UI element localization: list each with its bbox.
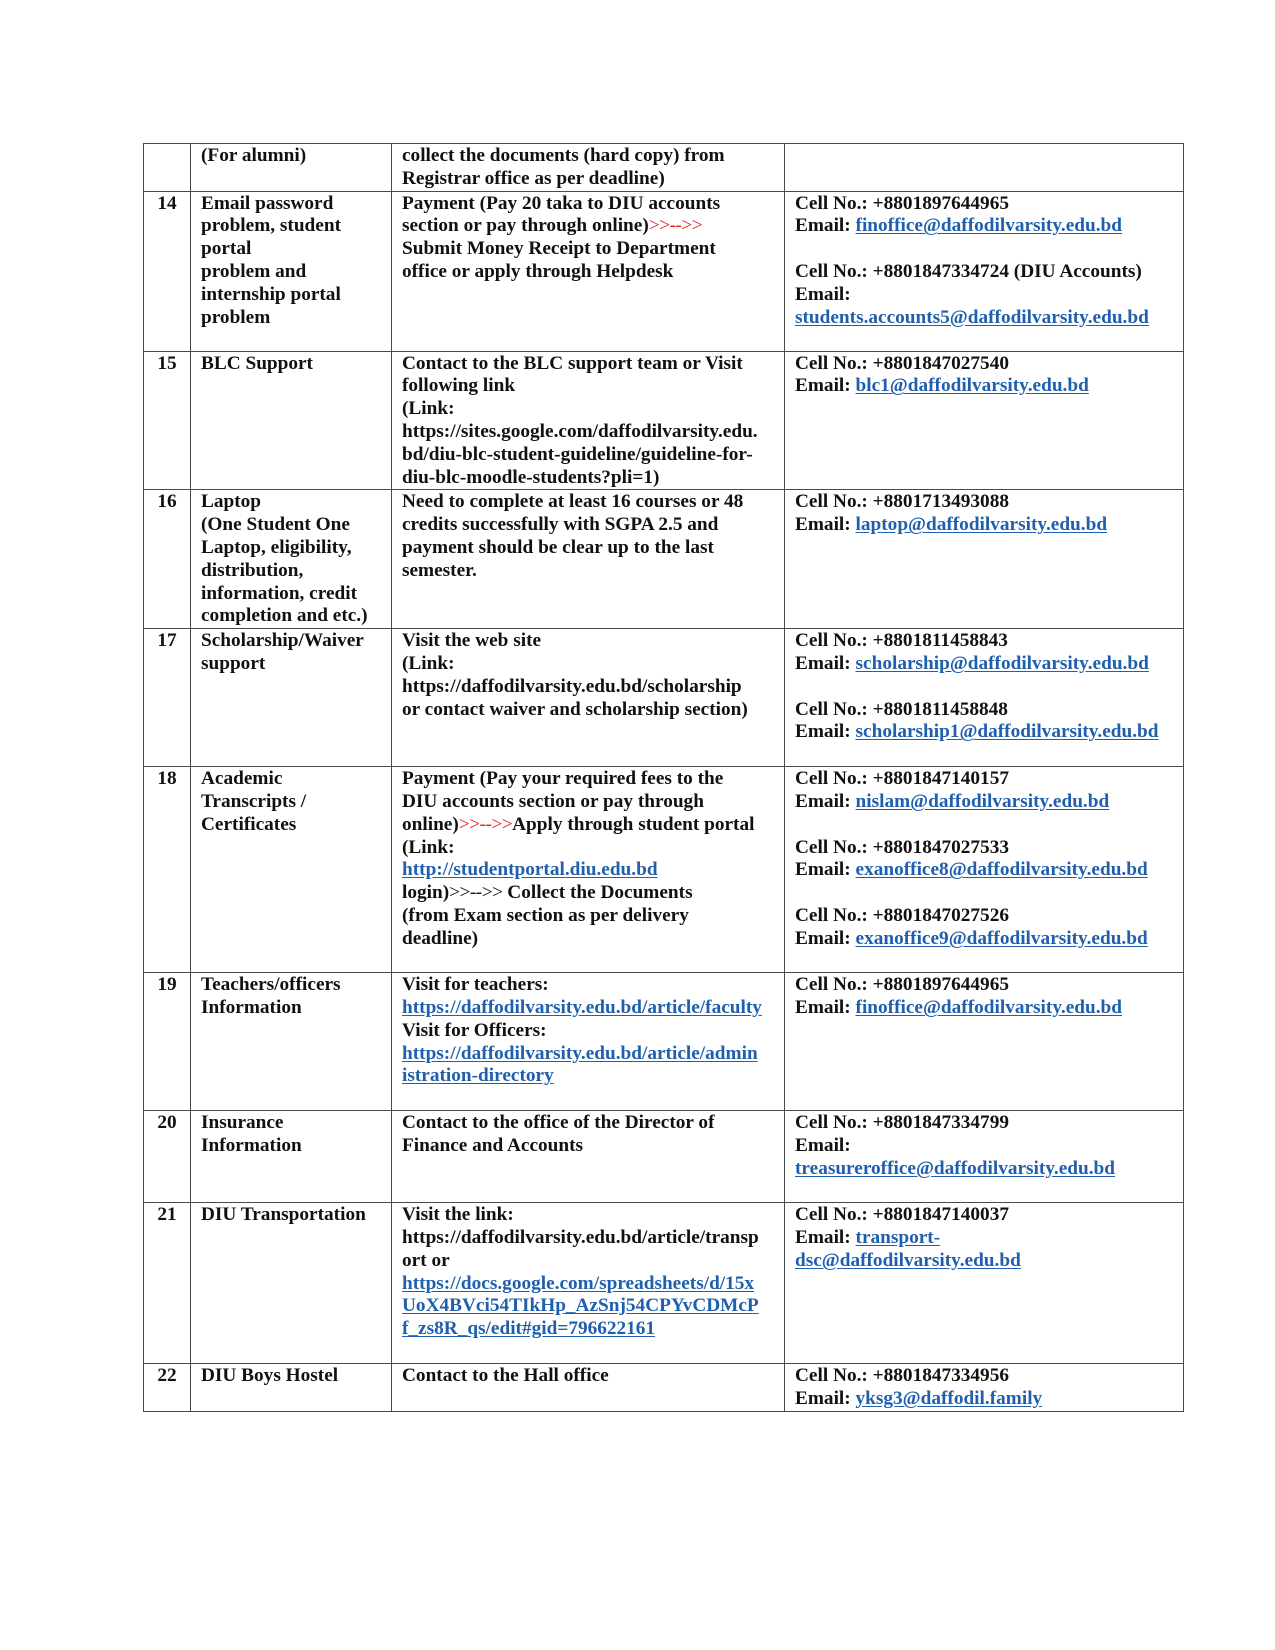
- process-cell: [392, 767, 785, 973]
- process-text: section or pay through online): [402, 215, 649, 237]
- process-cell: [392, 191, 785, 351]
- process-text: collect the documents (hard copy) from: [402, 145, 725, 166]
- table-row-continuation: [144, 144, 1184, 192]
- cell-number: [795, 261, 1173, 284]
- service-text: (For alumni): [201, 145, 307, 166]
- service-cell: [191, 191, 392, 351]
- contact-cell: [785, 191, 1184, 351]
- cell-label: Cell No.:: [795, 768, 868, 790]
- transport-spreadsheet-link[interactable]: https://docs.google.com/spreadsheets/d/15x: [402, 1272, 755, 1294]
- service-text: Laptop, eligibility,: [201, 536, 352, 558]
- email-link[interactable]: nislam@daffodilvarsity.edu.bd: [855, 790, 1110, 812]
- service-cell: [191, 1203, 392, 1364]
- table-row: [144, 1111, 1184, 1203]
- service-text: distribution,: [201, 559, 304, 581]
- service-text: Teachers/officers: [201, 974, 341, 996]
- process-line: [402, 215, 774, 238]
- service-cell: [191, 1364, 392, 1412]
- process-text: Contact to the Hall office: [402, 1365, 609, 1387]
- process-cell: [392, 1364, 785, 1412]
- cell-label: Cell No.:: [795, 352, 868, 374]
- phone-number: +8801847334956: [872, 1365, 1009, 1387]
- cell-label: Cell No.:: [795, 836, 868, 858]
- email-line: [795, 375, 1173, 398]
- process-url-text: https://daffodilvarsity.edu.bd/scholarship: [402, 675, 742, 697]
- cell-number: [795, 699, 1173, 722]
- administration-directory-link[interactable]: https://daffodilvarsity.edu.bd/article/admin: [402, 1042, 758, 1064]
- email-link[interactable]: students.accounts5@daffodilvarsity.edu.bd: [795, 306, 1149, 328]
- spacer: [795, 238, 1173, 261]
- process-text: Submit Money Receipt to Department: [402, 238, 716, 260]
- process-text: payment should be clear up to the last: [402, 536, 714, 558]
- process-text: or contact waiver and scholarship section): [402, 698, 748, 720]
- process-text: login): [402, 882, 450, 904]
- contact-cell: [785, 1203, 1184, 1364]
- process-url-text: https://daffodilvarsity.edu.bd/article/transp: [402, 1226, 759, 1248]
- process-text: following link: [402, 375, 516, 397]
- service-text: Laptop: [201, 491, 262, 513]
- email-line: [795, 514, 1173, 537]
- service-text: portal: [201, 238, 252, 260]
- process-cell: [392, 490, 785, 629]
- process-text: Collect the Documents: [502, 882, 693, 904]
- contact-cell: [785, 767, 1184, 973]
- email-link[interactable]: transport-: [855, 1226, 941, 1248]
- phone-number: +8801811458843: [872, 630, 1008, 652]
- process-text: Payment (Pay your required fees to the: [402, 768, 724, 790]
- process-cell: [392, 351, 785, 490]
- process-text: (Link:: [402, 652, 455, 674]
- process-text: Payment (Pay 20 taka to DIU accounts: [402, 192, 721, 214]
- cell-number: [795, 974, 1173, 997]
- service-text: Email password: [201, 192, 334, 214]
- process-text: DIU accounts section or pay through: [402, 790, 704, 812]
- table-row: [144, 351, 1184, 490]
- phone-number: +8801847027533: [872, 836, 1009, 858]
- service-text: Scholarship/Waiver: [201, 630, 364, 652]
- transport-spreadsheet-link[interactable]: UoX4BVci54TIkHp_AzSnj54CPYvCDMcP: [402, 1295, 759, 1317]
- email-link[interactable]: blc1@daffodilvarsity.edu.bd: [855, 375, 1089, 397]
- process-text: Apply through student portal: [512, 813, 755, 835]
- email-label: Email:: [795, 375, 851, 397]
- table-row: [144, 1203, 1184, 1364]
- cell-number: [795, 905, 1173, 928]
- cell-number: [795, 353, 1173, 376]
- service-cell: [191, 490, 392, 629]
- process-cell: [392, 973, 785, 1111]
- email-link[interactable]: laptop@daffodilvarsity.edu.bd: [855, 514, 1108, 536]
- contact-cell: [785, 144, 1184, 192]
- table-row: [144, 629, 1184, 767]
- service-text: problem: [201, 306, 271, 328]
- process-cell: [392, 1111, 785, 1203]
- email-label: Email:: [795, 652, 851, 674]
- cell-label: Cell No.:: [795, 698, 868, 720]
- services-table: [143, 143, 1184, 1412]
- process-text: ort or: [402, 1249, 450, 1271]
- cell-label: Cell No.:: [795, 491, 868, 513]
- process-url-text: https://sites.google.com/daffodilvarsity.edu.: [402, 420, 758, 442]
- administration-directory-link[interactable]: istration-directory: [402, 1065, 554, 1087]
- process-text: (Link:: [402, 398, 455, 420]
- process-url-text: bd/diu-blc-student-guideline/guideline-for-: [402, 443, 753, 465]
- contact-cell: [785, 1111, 1184, 1203]
- process-text: Registrar office as per deadline): [402, 167, 665, 189]
- process-text: online): [402, 813, 459, 835]
- email-link[interactable]: finoffice@daffodilvarsity.edu.bd: [855, 996, 1122, 1018]
- email-line: [795, 928, 1173, 951]
- phone-number: +8801847027540: [872, 352, 1009, 374]
- phone-number: +8801847027526: [872, 904, 1009, 926]
- phone-number: +8801713493088: [872, 491, 1009, 513]
- cell-label: Cell No.:: [795, 1204, 868, 1226]
- cell-label: Cell No.:: [795, 192, 868, 214]
- service-cell: [191, 767, 392, 973]
- row-number-cell: [144, 144, 191, 192]
- service-text: Transcripts /: [201, 790, 307, 812]
- process-text: Visit for Officers:: [402, 1019, 547, 1041]
- service-text: problem, student: [201, 215, 341, 237]
- table-row: [144, 191, 1184, 351]
- email-line: [795, 1388, 1173, 1411]
- email-line: [795, 859, 1173, 882]
- process-text: Contact to the office of the Director of: [402, 1112, 715, 1134]
- email-link[interactable]: scholarship@daffodilvarsity.edu.bd: [855, 652, 1149, 674]
- email-link[interactable]: dsc@daffodilvarsity.edu.bd: [795, 1249, 1021, 1271]
- row-number: 19: [144, 973, 191, 1111]
- row-number: 14: [144, 191, 191, 351]
- process-text: semester.: [402, 559, 477, 581]
- email-link[interactable]: exanoffice9@daffodilvarsity.edu.bd: [855, 927, 1148, 949]
- process-text: deadline): [402, 927, 479, 949]
- service-text: Academic: [201, 768, 283, 790]
- email-label: Email:: [795, 996, 851, 1018]
- table-row: [144, 973, 1184, 1111]
- phone-number: +8801847140037: [872, 1204, 1009, 1226]
- cell-number: [795, 1112, 1173, 1135]
- arrow-black: >>-->>: [449, 882, 503, 904]
- cell-label: Cell No.:: [795, 1365, 868, 1387]
- row-number: 18: [144, 767, 191, 973]
- process-cell: [392, 144, 785, 192]
- email-line: [795, 721, 1173, 744]
- service-text: Information: [201, 996, 302, 1018]
- email-label: Email:: [795, 215, 851, 237]
- process-url-text: diu-blc-moodle-students?pli=1): [402, 466, 660, 488]
- contact-cell: [785, 973, 1184, 1111]
- process-text: credits successfully with SGPA 2.5 and: [402, 514, 719, 536]
- process-text: office or apply through Helpdesk: [402, 260, 674, 282]
- student-portal-link[interactable]: http://studentportal.diu.edu.bd: [402, 859, 658, 881]
- phone-number: +8801847140157: [872, 768, 1009, 790]
- cell-label: Cell No.:: [795, 974, 868, 996]
- service-text: Certificates: [201, 813, 297, 835]
- arrow-red: >>-->>: [458, 813, 513, 835]
- contact-cell: [785, 351, 1184, 490]
- email-label: Email:: [795, 514, 851, 536]
- row-number: 22: [144, 1364, 191, 1412]
- contact-cell: [785, 629, 1184, 767]
- email-label: Email:: [795, 1387, 851, 1409]
- service-text: information, credit: [201, 582, 358, 604]
- process-text: Visit the web site: [402, 630, 542, 652]
- service-text: support: [201, 652, 266, 674]
- service-text: BLC Support: [201, 352, 313, 374]
- cell-number: [795, 193, 1173, 216]
- cell-number: [795, 491, 1173, 514]
- table-row: [144, 767, 1184, 973]
- phone-number: +8801897644965: [872, 974, 1009, 996]
- row-number: 17: [144, 629, 191, 767]
- service-text: problem and: [201, 260, 307, 282]
- email-line: [795, 215, 1173, 238]
- email-label: Email:: [795, 927, 851, 949]
- email-link[interactable]: yksg3@daffodil.family: [855, 1387, 1043, 1409]
- contact-cell: [785, 1364, 1184, 1412]
- service-cell: [191, 144, 392, 192]
- cell-number: [795, 630, 1173, 653]
- email-label: Email:: [795, 283, 851, 305]
- phone-number: +8801897644965: [872, 192, 1009, 214]
- service-text: Insurance: [201, 1112, 284, 1134]
- phone-number: +8801811458848: [872, 698, 1008, 720]
- spacer: [795, 882, 1173, 905]
- email-line: [795, 1227, 1173, 1250]
- row-number: 16: [144, 490, 191, 629]
- service-cell: [191, 973, 392, 1111]
- cell-label: Cell No.:: [795, 1112, 868, 1134]
- cell-number: [795, 837, 1173, 860]
- process-text: Visit the link:: [402, 1204, 514, 1226]
- cell-label: Cell No.:: [795, 630, 868, 652]
- arrow-red: >>-->>: [648, 215, 703, 237]
- process-text: Need to complete at least 16 courses or 48: [402, 491, 744, 513]
- faculty-link[interactable]: https://daffodilvarsity.edu.bd/article/faculty: [402, 996, 762, 1018]
- cell-number: [795, 1204, 1173, 1227]
- email-label: Email:: [795, 1226, 851, 1248]
- process-text: Contact to the BLC support team or Visit: [402, 352, 743, 374]
- process-cell: [392, 1203, 785, 1364]
- process-text: Finance and Accounts: [402, 1134, 584, 1156]
- email-link[interactable]: exanoffice8@daffodilvarsity.edu.bd: [855, 859, 1148, 881]
- email-link[interactable]: finoffice@daffodilvarsity.edu.bd: [855, 215, 1122, 237]
- email-label: Email:: [795, 790, 851, 812]
- transport-spreadsheet-link[interactable]: f_zs8R_qs/edit#gid=796622161: [402, 1318, 656, 1340]
- service-cell: [191, 351, 392, 490]
- process-text: Visit for teachers:: [402, 974, 549, 996]
- process-cell: [392, 629, 785, 767]
- cell-number: [795, 768, 1173, 791]
- email-label: Email:: [795, 721, 851, 743]
- process-text: (Link:: [402, 836, 455, 858]
- email-line: [795, 653, 1173, 676]
- row-number: 15: [144, 351, 191, 490]
- table-row: [144, 490, 1184, 629]
- process-text: (from Exam section as per delivery: [402, 904, 689, 926]
- spacer: [795, 814, 1173, 837]
- email-line: [795, 997, 1173, 1020]
- email-label: Email:: [795, 1134, 851, 1156]
- phone-number: +8801847334799: [872, 1112, 1009, 1134]
- service-text: (One Student One: [201, 514, 350, 536]
- service-text: internship portal: [201, 283, 341, 305]
- service-cell: [191, 1111, 392, 1203]
- row-number: 20: [144, 1111, 191, 1203]
- cell-label: Cell No.:: [795, 260, 868, 282]
- phone-number: +8801847334724 (DIU Accounts): [872, 260, 1142, 282]
- service-text: completion and etc.): [201, 605, 368, 627]
- service-text: DIU Transportation: [201, 1204, 366, 1226]
- email-line: [795, 791, 1173, 814]
- service-text: DIU Boys Hostel: [201, 1365, 339, 1387]
- cell-label: Cell No.:: [795, 904, 868, 926]
- table-row: [144, 1364, 1184, 1412]
- process-line: [402, 814, 774, 837]
- email-link[interactable]: scholarship1@daffodilvarsity.edu.bd: [855, 721, 1159, 743]
- spacer: [795, 676, 1173, 699]
- service-text: Information: [201, 1134, 302, 1156]
- cell-number: [795, 1365, 1173, 1388]
- email-label: Email:: [795, 859, 851, 881]
- email-link[interactable]: treasureroffice@daffodilvarsity.edu.bd: [795, 1157, 1115, 1179]
- row-number: 21: [144, 1203, 191, 1364]
- service-cell: [191, 629, 392, 767]
- contact-cell: [785, 490, 1184, 629]
- process-line: [402, 882, 774, 905]
